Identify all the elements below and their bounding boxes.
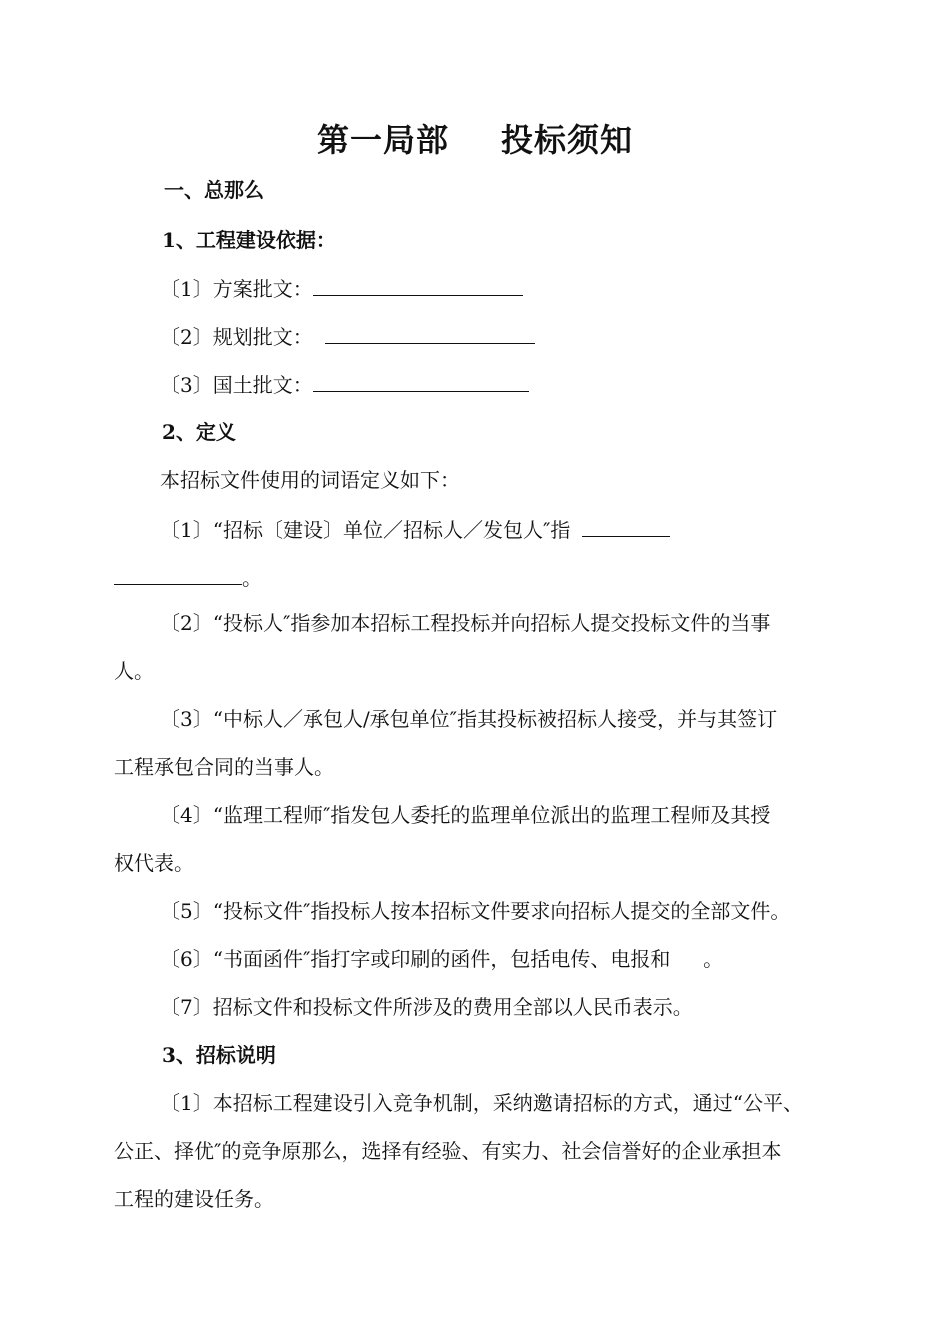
definition-4: 〔4〕“监理工程师″指发包人委托的监理单位派出的监理工程师及其授 (160, 803, 771, 827)
page-title (0, 118, 950, 162)
section-heading-tender-notes: 3、招标说明 (162, 1043, 276, 1067)
title-part-right: 投标须知 (501, 121, 634, 159)
tender-notes-para-1: 〔1〕本招标工程建设引入竞争机制，采纳邀请招标的方式，通过“公平、 (160, 1091, 803, 1115)
definition-3-continued: 工程承包合同的当事人。 (114, 755, 334, 779)
fill-blank (582, 516, 670, 537)
definition-3: 〔3〕“中标人／承包人/承包单位″指其投标被招标人接受，并与其签订 (160, 707, 778, 731)
section-heading-general: 一、总那么 (164, 178, 264, 202)
definition-2: 〔2〕“投标人″指参加本招标工程投标并向招标人提交投标文件的当事 (160, 611, 771, 635)
definitions-intro: 本招标文件使用的词语定义如下： (160, 468, 460, 492)
fill-blank (325, 323, 535, 344)
basis-item-3: 〔3〕国土批文： (160, 371, 940, 398)
basis-item-1: 〔1〕方案批文： (160, 275, 940, 302)
definition-7: 〔7〕招标文件和投标文件所涉及的费用全部以人民币表示。 (160, 995, 693, 1019)
definition-1: 〔1〕“招标〔建设〕单位／招标人／发包人″指 (160, 516, 940, 543)
definition-6: 〔6〕“书面函件″指打字或印刷的函件，包括电传、电报和 。 (160, 947, 724, 971)
basis-item-2: 〔2〕规划批文： (160, 323, 940, 350)
definition-5: 〔5〕“投标文件″指投标人按本招标文件要求向招标人提交的全部文件。 (160, 899, 791, 923)
subsection-heading-basis: 1、工程建设依据： (162, 228, 336, 252)
title-part-left: 第一局部 (316, 121, 449, 159)
tender-notes-para-1-line-3: 工程的建设任务。 (114, 1187, 274, 1211)
section-heading-definitions: 2、定义 (162, 420, 236, 444)
fill-blank (313, 371, 529, 392)
definition-1-continued: 。 (114, 564, 894, 591)
fill-blank (114, 564, 242, 585)
tender-notes-para-1-line-2: 公正、择优″的竞争原那么，选择有经验、有实力、社会信誉好的企业承担本 (114, 1139, 782, 1163)
definition-2-continued: 人。 (114, 659, 154, 683)
definition-4-continued: 权代表。 (114, 851, 194, 875)
fill-blank (313, 275, 523, 296)
